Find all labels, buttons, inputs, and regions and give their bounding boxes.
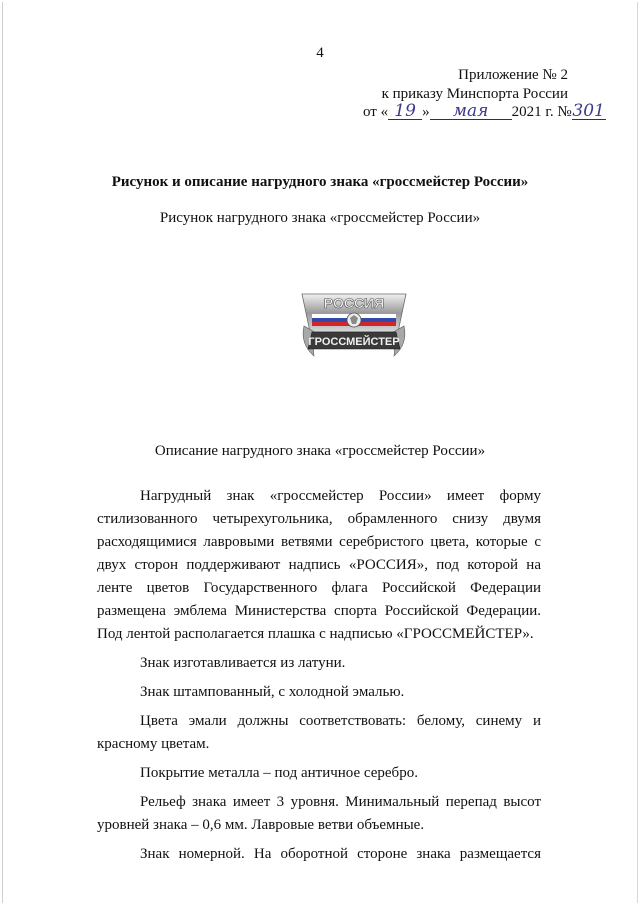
paragraph: Знак штампованный, с холодной эмалью.	[140, 684, 405, 700]
order-number: 301	[572, 101, 605, 121]
order-line	[363, 101, 606, 121]
figure-caption: Рисунок нагрудного знака «гроссмейстер России»	[159, 210, 481, 226]
paragraph: Знак изготавливается из латуни.	[140, 655, 346, 671]
badge-ribbon-text: ГРОССМЕЙСТЕР	[308, 336, 400, 348]
description-title: Описание нагрудного знака «гроссмейстер России»	[154, 443, 486, 459]
document-title: Рисунок и описание нагрудного знака «гроссмейстер России»	[111, 174, 529, 190]
paragraph: Покрытие металла – под античное серебро.	[140, 765, 418, 781]
badge-top-text: РОССИЯ	[323, 295, 385, 311]
order-month: мая	[430, 104, 512, 120]
paragraph: Нагрудный знак «гроссмейстер России» имеет форму стилизованного четырехугольника, обрамленного снизу двумя расходящимися лавровыми ветвями серебристого цвета, которые с двух сторон поддерживают надпись «РОССИЯ», под которой на ленте цветов Государственного флага Российской Федерации размещена эмблема Министерства спорта Российской Федерации. Под лентой располагается плашка с надписью «ГРОССМЕЙСТЕР».	[97, 488, 541, 642]
order-suffix: 2021 г. №	[511, 104, 572, 120]
page-number: 4	[316, 45, 324, 61]
order-day: 19	[388, 104, 422, 120]
appendix-line-1: Приложение № 2	[458, 67, 568, 83]
order-prefix: от «	[363, 104, 389, 120]
order-mid: »	[422, 104, 430, 120]
grandmaster-badge-image	[298, 292, 410, 360]
paragraph: Знак номерной. На оборотной стороне знака размещается	[140, 846, 541, 862]
appendix-line-2: к приказу Минспорта России	[381, 86, 568, 102]
paragraph: Цвета эмали должны соответствовать: белому, синему и красному цветам.	[97, 713, 541, 752]
appendix-header	[382, 66, 568, 104]
description-body	[97, 485, 541, 872]
paragraph: Рельеф знака имеет 3 уровня. Минимальный перепад высот уровней знака – 0,6 мм. Лавровые ветви объемные.	[97, 794, 541, 833]
